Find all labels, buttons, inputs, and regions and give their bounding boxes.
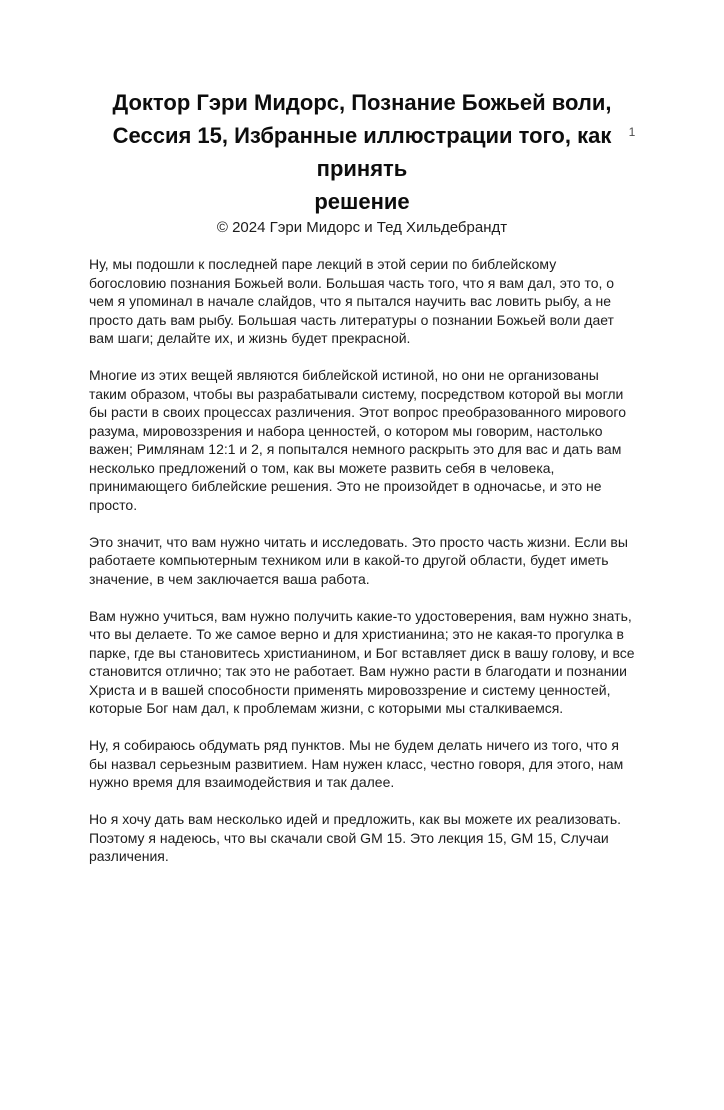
paragraph-2: Многие из этих вещей являются библейской истиной, но они не организованы таким образом, чтобы вы разрабатывали систему, посредством которой вы могли бы расти в своих процессах различения. Этот вопрос преобразованного мирового разума, мировоззрения и набора ценностей, о котором мы говорим, настолько важен; Римлянам 12:1 и 2, я попытался немного раскрыть это для вас и дать вам несколько предложений о том, как вы можете развить себя в человека, принимающего библейские решения. Это не произойдет в одночасье, и это не просто. [89, 367, 626, 513]
title-line-2: Сессия 15, Избранные иллюстрации того, как [112, 123, 612, 148]
document-page [0, 86, 724, 1110]
page-number: 1 [628, 125, 636, 139]
title-line-1: Доктор Гэри Мидорс, Познание Божьей воли, [112, 90, 612, 115]
title-line-4: решение [314, 189, 410, 214]
document-title [60, 86, 664, 218]
document-body [89, 255, 636, 866]
copyright-line: © 2024 Гэри Мидорс и Тед Хильдебрандт [216, 219, 508, 236]
title-line-3: принять [316, 156, 408, 181]
paragraph-6: Но я хочу дать вам несколько идей и предложить, как вы можете их реализовать. Поэтому я надеюсь, что вы скачали свой GM 15. Это лекция 15, GM 15, Случаи различения. [89, 811, 622, 864]
paragraph-3: Это значит, что вам нужно читать и исследовать. Это просто часть жизни. Если вы работаете компьютерным техником или в какой-то другой области, будет иметь значение, в чем заключается ваша работа. [89, 533, 628, 587]
paragraph-5: Ну, я собираюсь обдумать ряд пунктов. Мы не будем делать ничего из того, что я бы назвал серьезным развитием. Нам нужен класс, честно говоря, для этого, нам нужно время для взаимодействия и так далее. [89, 737, 624, 790]
paragraph-1: Ну, мы подошли к последней паре лекций в этой серии по библейскому богословию познания Божьей воли. Большая часть того, что я вам дал, это то, о чем я упоминал в начале слайдов, что я пытался научить вас ловить рыбу, а не просто дать вам рыбу. Большая часть литературы о познании Божьей воли дает вам шаги; делайте их, и жизнь будет прекрасной. [89, 256, 615, 346]
paragraph-4: Вам нужно учиться, вам нужно получить какие-то удостоверения, вам нужно знать, что вы делаете. То же самое верно и для христианина; это не какая-то прогулка в парке, где вы становитесь христианином, и Бог вставляет диск в вашу голову, и все становится отлично; так это не работает. Вам нужно расти в благодати и познании Христа и в вашей способности применять мировоззрение и систему ценностей, которые Бог нам дал, к проблемам жизни, с которыми мы сталкиваемся. [89, 607, 635, 716]
